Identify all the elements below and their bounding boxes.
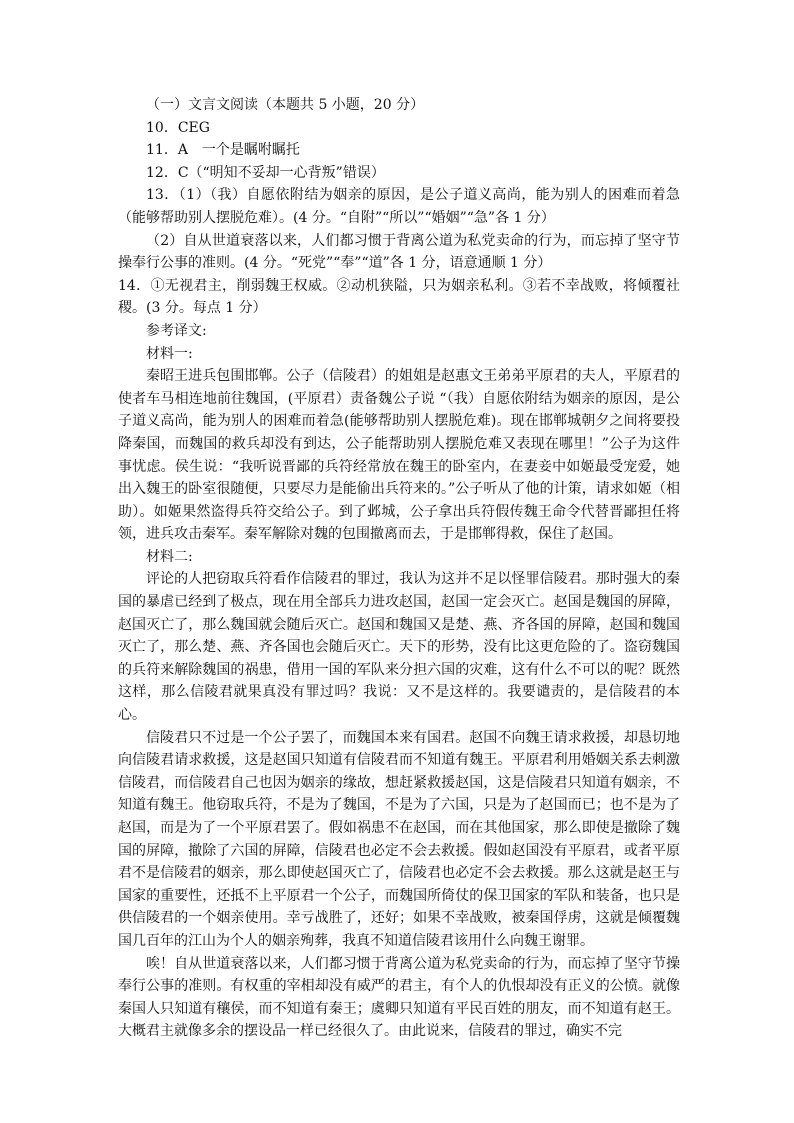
material-2-paragraph-3: 唉！自从世道衰落以来，人们都习惯于背离公道为私党卖命的行为，而忘掉了坚守节操奉行公事的准则。有权重的宰相却没有威严的君主，有个人的仇恨却没有正义的公愤。就像秦国人只知道有穰侯，而不知道有秦王；虞卿只知道有平民百姓的朋友，而不知道有赵王。大概君主就像多余的摆设品一样已经很久了。由此说来，信陵君的罪过，确实不完 <box>118 955 680 1040</box>
material-1-label: 材料一: <box>146 345 193 362</box>
translation-label: 参考译文: <box>146 322 207 339</box>
section-header: （一）文言文阅读（本题共 5 小题，20 分） <box>146 97 425 113</box>
material-2-paragraph-1: 评论的人把窃取兵符看作信陵君的罪过，我认为这并不足以怪罪信陵君。那时强大的秦国的暴虐已经到了极点，现在用全部兵力进攻赵国，赵国一定会灭亡。赵国是魏国的屏障，赵国灭亡了，那么魏国就会随后灭亡。赵国和魏国又是楚、燕、齐各国的屏障，赵国和魏国灭亡了，那么楚、燕、齐各国也会随后灭亡。天下的形势，没有比这更危险的了。盗窃魏国的兵符来解除魏国的祸患，借用一国的军队来分担六国的灾难，这有什么不可以的呢？既然这样，那么信陵君就果真没有罪过吗？我说：又不是这样的。我要谴责的，是信陵君的本心。 <box>118 571 680 724</box>
material-2-paragraph-2: 信陵君只不过是一个公子罢了，而魏国本来有国君。赵国不向魏王请求救援，却恳切地向信陵君请求救援，这是赵国只知道有信陵君而不知道有魏王。平原君利用婚姻关系去刺激信陵君，而信陵君自己也因为姻亲的缘故，想赶紧救援赵国，这是信陵君只知道有姻亲，不知道有魏王。他窃取兵符，不是为了魏国，不是为了六国，只是为了赵国而已；也不是为了赵国，而是为了一个平原君罢了。假如祸患不在赵国，而在其他国家，那么即使是撤除了魏国的屏障，撤除了六国的屏障，信陵君也必定不会去救援。假如赵国没有平原君，或者平原君不是信陵君的姻亲，那么即使赵国灭亡了，信陵君也必定不会去救援。那么这就是赵王与国家的重要性，还抵不上平原君一个公子，而魏国所倚仗的保卫国家的军队和装备，也只是供信陵君的一个姻亲使用。幸亏战胜了，还好；如果不幸战败，被秦国俘虏，这就是倾覆魏国几百年的江山为个人的姻亲殉葬，我真不知道信陵君该用什么向魏王谢罪。 <box>118 729 680 949</box>
answer-11: 11．A 一个是瞩咐瞩托 <box>146 142 300 159</box>
answer-10: 10．CEG <box>146 119 210 136</box>
answer-13-part2: （2）自从世道衰落以来，人们都习惯于背离公道为私党卖命的行为，而忘掉了坚守节操奉行公事的准则。(4 分。“死党”“奉”“道”各 1 分，语意通顺 1 分） <box>118 232 680 272</box>
answer-14: 14．①无视君主，削弱魏王权威。②动机狭隘，只为姻亲私利。③若不幸战败，将倾覆社稷。(3 分。每点 1 分） <box>118 277 680 317</box>
material-1-text: 秦昭王进兵包围邯郸。公子（信陵君）的姐姐是赵惠文王弟弟平原君的夫人，平原君的使者车马相连地前往魏国，(平原君）责备魏公子说 “（我）自愿依附结为姻亲的原因，是公子道义高尚，能为别人的困难而着急(能够帮助别人摆脱危难)。现在邯郸城朝夕之间将要投降秦国，而魏国的救兵却没有到达，公子能帮助别人摆脱危难又表现在哪里！”公子为这件事忧虑。侯生说：“我听说晋鄙的兵符经常放在魏王的卧室内，在妻妾中如姬最受宠爱，她出入魏王的卧室很随便，只要尽力是能偷出兵符来的。”公子听从了他的计策，请求如姬（相助）。如姬果然盗得兵符交给公子。到了邺城，公子拿出兵符假传魏王命令代替晋鄙担任将领，进兵攻击秦军。秦军解除对魏的包围撤离而去，于是邯郸得救，保住了赵国。 <box>118 368 680 543</box>
answer-13-part1: 13．（1）（我）自愿依附结为姻亲的原因，是公子道义高尚，能为别人的困难而着急（能够帮助别人摆脱危难）。(4 分。“自附”“所以”“婚姻”“急”各 1 分） <box>118 187 680 226</box>
answer-12: 12．C（“明知不妥却一心背叛”错误） <box>146 164 385 181</box>
material-2-label: 材料二: <box>146 548 193 565</box>
answer-page <box>118 94 680 1043</box>
